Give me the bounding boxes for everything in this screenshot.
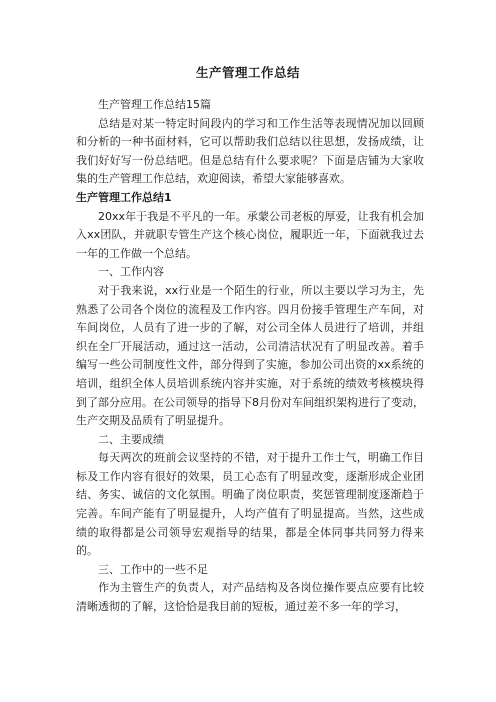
subsection-heading: 二、主要成绩 <box>98 432 164 446</box>
document-title: 生产管理工作总结 <box>195 65 300 80</box>
paragraph: 20xx年于我是不平凡的一年。承蒙公司老板的厚爱，让我有机会加入xx团队，并就职专管生产这个核心岗位，履职近一年，下面就我过去一年的工作做一个总结。 <box>76 209 424 260</box>
paragraph: 生产管理工作总结15篇 <box>98 98 211 111</box>
paragraph: 对于我来说，xx行业是一个陌生的行业，所以主要以学习为主，先熟悉了公司各个岗位的流程及工作内容。四月份接手管理生产车间，对车间岗位，人员有了进一步的了解，对公司全体人员进行了培训，并组织在全厂开展活动，通过这一活动，公司清洁状况有了明显改善。着手编写一些公司制度性文件，部分得到了实施，参加公司出资的xx系统的培训，组织全体人员培训系统内容并实施，对于系统的绩效考核模块得到了部分应用。在公司领导的指导下8月份对车间组织架构进行了变动，生产交期及品质有了明显提升。 <box>76 283 424 428</box>
paragraph: 每天两次的班前会议坚持的不错，对于提升工作士气，明确工作目标及工作内容有很好的效果，员工心态有了明显改变，逐渐形成企业团结、务实、诚信的文化氛围。明确了岗位职责，奖惩管理制度逐渐趋于完善。车间产能有了明显提升，人均产值有了明显提高。当然，这些成绩的取得都是公司领导宏观指导的结果，都是全体同事共同努力得来的。 <box>76 451 424 558</box>
subsection-heading: 三、工作中的一些不足 <box>98 562 208 576</box>
document-body <box>76 96 424 617</box>
paragraph: 作为主管生产的负责人，对产品结构及各岗位操作要点应要有比较清晰透彻的了解，这恰恰是我目前的短板，通过差不多一年的学习， <box>76 581 424 614</box>
paragraph: 总结是对某一特定时间段内的学习和工作生活等表现情况加以回顾和分析的一种书面材料，它可以帮助我们总结以往思想，发扬成绩，让我们好好写一份总结吧。但是总结有什么要求呢？下面是店铺为大家收集的生产管理工作总结，欢迎阅读，希望大家能够喜欢。 <box>76 116 424 186</box>
subsection-heading: 一、工作内容 <box>98 265 164 279</box>
section-heading: 生产管理工作总结1 <box>76 190 172 204</box>
